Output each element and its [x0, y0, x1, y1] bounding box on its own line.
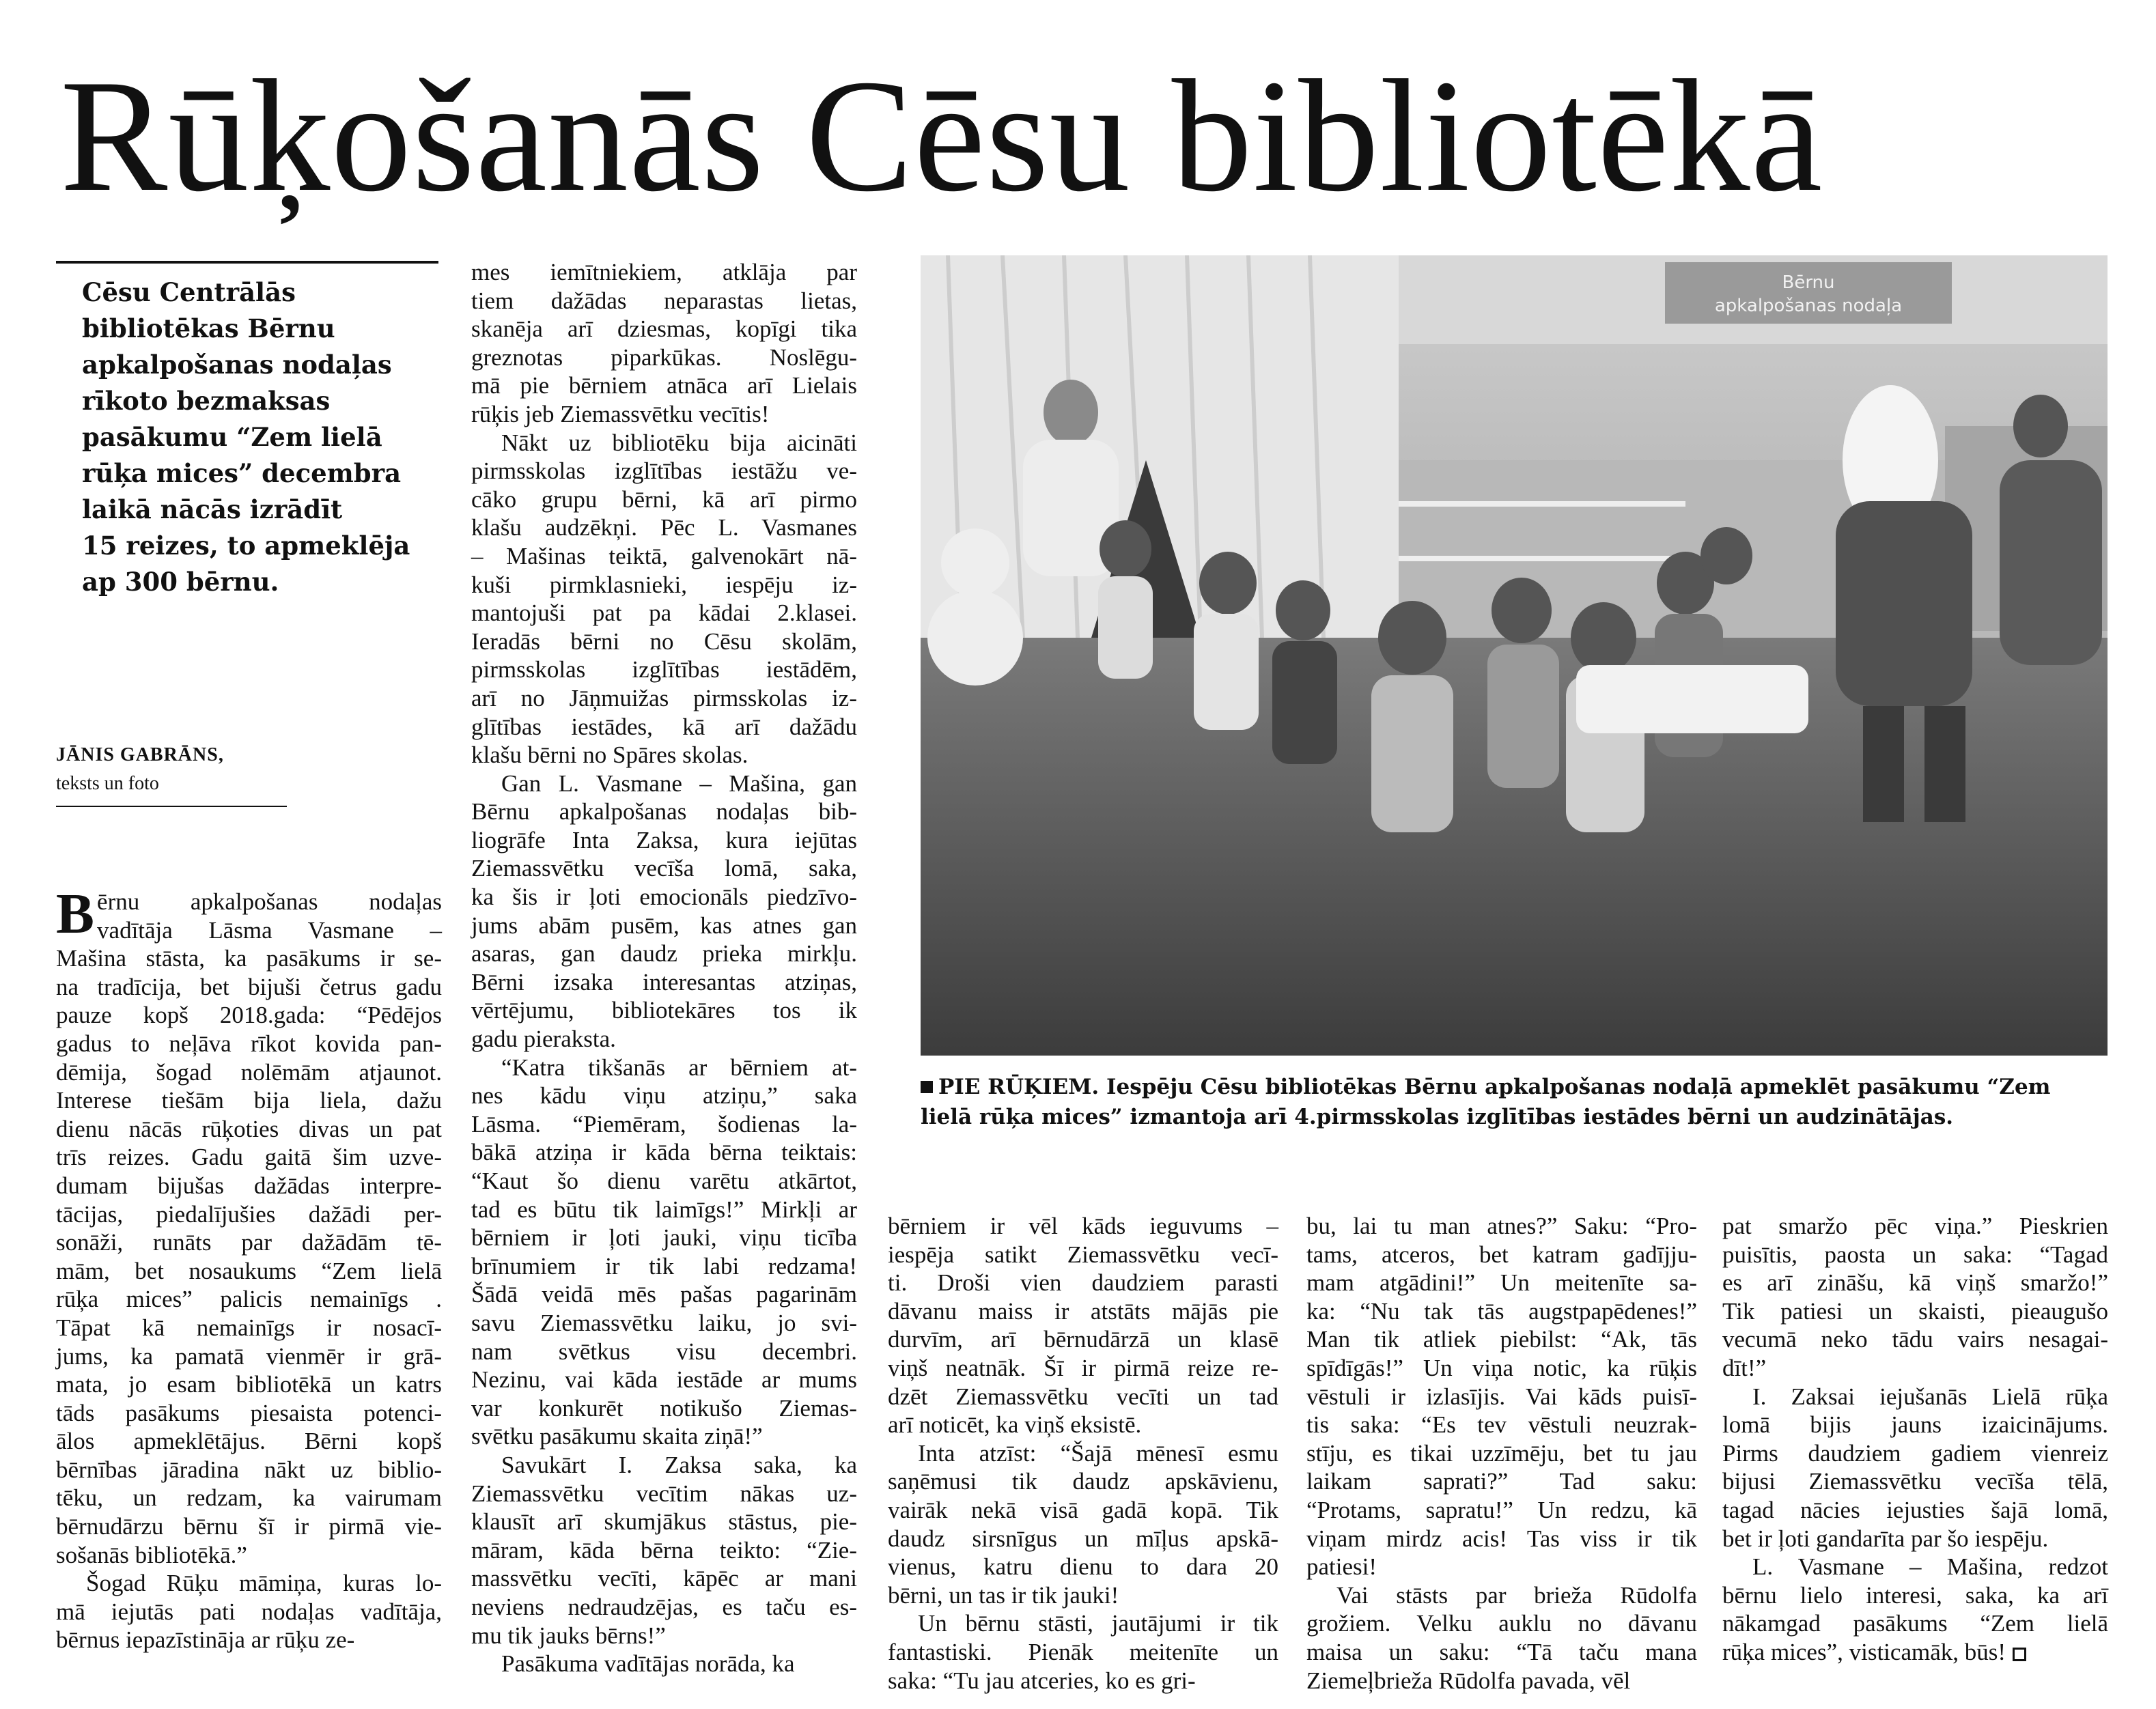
text-line: Pirms daudziem gadiem vienreiz — [1722, 1439, 2108, 1467]
text-line: bērnudārzu bērnu šī ir pirmā vie- — [56, 1513, 442, 1540]
text-line: mam atgādini!” Un meitenīte sa- — [1306, 1269, 1697, 1297]
text-line: arī no Jāņmuižas pirmsskolas iz- — [471, 684, 857, 711]
text-line: pirmsskolas izglītības iestādēm, — [471, 656, 857, 683]
text-line: neviens nedraudzējas, es taču es- — [471, 1593, 857, 1620]
text-line: L. Vasmane – Mašina, redzot — [1752, 1553, 2108, 1581]
text-line: jums abām pusēm, kas atnes gan — [471, 912, 857, 939]
paragraph — [1722, 1383, 2108, 1553]
text-line: “Protams, sapratu!” Un redzu, kā — [1306, 1496, 1697, 1523]
sign-text: Bērnu — [1782, 272, 1835, 293]
lead-line: laikā nācās izrādīt — [82, 494, 343, 524]
text-line: mata, jo esam bibliotēkā un katrs — [56, 1371, 442, 1398]
text-line: savu Ziemassvētku laiku, jo svi- — [471, 1309, 857, 1336]
text-line: bet ir ļoti gandarīta par šo iespēju. — [1722, 1525, 2049, 1552]
text-line: Ziemeļbrieža Rūdolfa pavada, vēl — [1306, 1667, 1631, 1694]
text-line: rūķa mices”, visticamāk, būs! — [1722, 1638, 2108, 1667]
paragraph — [471, 769, 857, 1054]
text-line: lomā bijis jauns izaicinājums. — [1722, 1411, 2108, 1439]
paragraph — [471, 258, 857, 429]
article-column-4 — [1306, 1212, 1697, 1695]
text-line: durvīm, arī bērnudārzā un klasē — [888, 1326, 1278, 1353]
text-line: nam svētkus visu decembri. — [471, 1338, 857, 1365]
text-line: Nezinu, vai kāda iestāde ar mums — [471, 1366, 857, 1394]
text-line: tad es būtu tik laimīgs!” Mirkļi ar — [471, 1196, 857, 1223]
text-line: greznotas piparkūkas. Noslēgu- — [471, 343, 857, 371]
text-line: mā iejutās pati nodaļas vadītāja, — [56, 1598, 442, 1625]
text-line: vadītāja Lāsma Vasmane – — [97, 916, 442, 944]
text-line: mām, bet nosaukums “Zem lielā — [56, 1257, 442, 1284]
lead-top-rule — [56, 261, 438, 264]
text-line: nākamgad pasākums “Zem lielā — [1722, 1610, 2108, 1637]
text-line: bērniem ir ļoti jauki, viņu ticība — [471, 1224, 857, 1252]
author-byline — [56, 744, 281, 795]
text-line: arī noticēt, ka viņš eksistē. — [888, 1411, 1142, 1439]
text-line: tis saka: “Es tev vēstuli neuzrak- — [1306, 1411, 1697, 1439]
text-line: grožiem. Velku auklu no dāvanu — [1306, 1610, 1697, 1637]
paragraph — [471, 1451, 857, 1650]
text-line: bērnības jāradina nākt uz biblio- — [56, 1456, 442, 1483]
text-line: puisītis, paosta un saka: “Tagad — [1722, 1241, 2108, 1268]
text-line: viņš neatnāk. Šī ir pirmā reize re- — [888, 1354, 1278, 1381]
text-line: brīnumiem ir tik labi redzama! — [471, 1252, 857, 1280]
paragraph — [471, 429, 857, 769]
text-line: bērni, un tas ir tik jauki! — [888, 1581, 1119, 1609]
lead-line: pasākumu “Zem lielā — [82, 422, 382, 452]
text-line: Pasākuma vadītājas norāda, ka — [501, 1650, 795, 1678]
text-line: ka: “Nu tak tās augstpapēdenes!” — [1306, 1297, 1697, 1325]
lead-line: ap 300 bērnu. — [82, 567, 279, 597]
text-line: bērniem ir vēl kāds ieguvums – — [888, 1213, 1278, 1239]
paragraph — [56, 1569, 442, 1654]
text-line: vienus, katru dienu to dara 20 — [888, 1553, 1278, 1581]
text-line: bākā atziņa ir kāda bērna teiktais: — [471, 1139, 857, 1166]
text-line: tēku, un redzam, ka vairumam — [56, 1484, 442, 1512]
text-line: var konkurēt notikušo Ziemas- — [471, 1394, 857, 1422]
text-line: bērnus iepazīstināja ar rūķu ze- — [56, 1626, 355, 1654]
text-line: dzēt Ziemassvētku vecīti un tad — [888, 1383, 1278, 1410]
text-line: tācijas, piedalījušies dažādi per- — [56, 1200, 442, 1228]
text-line: Savukārt I. Zaksa saka, ka — [501, 1451, 857, 1478]
paragraph — [471, 1650, 857, 1678]
text-line: ti. Droši vien daudziem parasti — [888, 1269, 1278, 1297]
caption-label: PIE RŪĶIEM. — [938, 1075, 1100, 1099]
paragraph — [888, 1609, 1278, 1695]
text-line: I. Zaksai iejušanās Lielā rūķa — [1752, 1383, 2108, 1410]
text-line: skanēja arī dziesmas, kopīgi tika — [471, 315, 857, 343]
text-line: svētku pasākumu skaita ziņā!” — [471, 1423, 763, 1450]
text-line: Šogad Rūķu māmiņa, kuras lo- — [86, 1570, 442, 1597]
text-line: vērtējumu, bibliotekāres tos ik — [471, 997, 857, 1024]
text-line: tāds pasākums piesaista potenci- — [56, 1399, 442, 1426]
text-line: Šādā veidā mēs pašas pagarinām — [471, 1281, 857, 1308]
end-of-article-mark — [2013, 1648, 2026, 1661]
article-photo — [921, 255, 2108, 1056]
text-line: bu, lai tu man atnes?” Saku: “Pro- — [1306, 1213, 1697, 1239]
text-line: fantastiski. Pienāk meitenīte un — [888, 1638, 1278, 1665]
paragraph — [471, 1054, 857, 1451]
text-line: tagad nācies iejusties šajā lomā, — [1722, 1496, 2108, 1523]
text-line: klausīt arī skumjākus stāstus, pie- — [471, 1508, 857, 1536]
text-line: “Katra tikšanās ar bērniem at- — [501, 1054, 857, 1081]
text-line: dīt!” — [1722, 1354, 1767, 1381]
text-line: ka šis ir ļoti emocionāls piedzīvo- — [471, 884, 857, 911]
text-line: asaras, gan daudz prieka mirkļu. — [471, 940, 857, 968]
text-line: ālos apmeklētājus. Bērni kopš — [56, 1428, 442, 1455]
text-line: Interese tiešām bija liela, dažu — [56, 1087, 442, 1114]
text-line: sošanās bibliotēkā.” — [56, 1541, 247, 1568]
text-line: Ziemassvētku vecītim nākas uz- — [471, 1480, 857, 1507]
text-line: gadu pieraksta. — [471, 1026, 616, 1053]
lead-line: bibliotēkas Bērnu — [82, 313, 335, 343]
paragraph — [1306, 1212, 1697, 1581]
text-line: liogrāfe Inta Zaksa, kura iejūtas — [471, 826, 857, 853]
photo-caption — [921, 1072, 2108, 1132]
text-line: Ziemassvētku vecīša lomā, saka, — [471, 855, 857, 882]
article-column-5 — [1722, 1212, 2108, 1667]
text-line: iespēja satikt Ziemassvētku vecī- — [888, 1241, 1278, 1268]
text-line: cāko grupu bērni, kā arī pirmo — [471, 485, 857, 513]
text-line: sonāži, runāts par dažādām tē- — [56, 1229, 442, 1256]
lead-line: 15 reizes, to apmeklēja — [82, 531, 410, 561]
text-line: mu tik jauks bērns!” — [471, 1622, 666, 1649]
text-line: es arī zināšu, kā viņš smaržo!” — [1722, 1269, 2108, 1297]
text-line: na tradīcija, bet bijuši četrus gadu — [56, 973, 442, 1000]
text-line: trīs reizes. Gadu gaitā šim uzve- — [56, 1144, 442, 1171]
author-role: teksts un foto — [56, 773, 159, 794]
paragraph — [888, 1212, 1278, 1439]
text-line: saņēmusi tik daudz apskāvienu, — [888, 1468, 1278, 1495]
caption-bullet — [921, 1081, 933, 1093]
text-line: saka: “Tu jau atceries, ko es gri- — [888, 1667, 1196, 1694]
text-line: Vai stāsts par brieža Rūdolfa — [1336, 1581, 1697, 1609]
text-line: maisa un saku: “Tā taču mana — [1306, 1638, 1697, 1665]
text-line: mes iemītniekiem, atklāja par — [471, 259, 857, 285]
text-line: bijusi Ziemassvētku vecīša tēlā, — [1722, 1468, 2108, 1495]
text-line: kuši pirmklasnieki, iespēju iz- — [471, 571, 857, 598]
text-line: viņam mirdz acis! Tas viss ir tik — [1306, 1525, 1697, 1552]
author-rule — [56, 806, 287, 807]
text-line: pat smaržo pēc viņa.” Pieskrien — [1722, 1213, 2108, 1239]
paragraph — [888, 1439, 1278, 1610]
article-column-2 — [471, 258, 857, 1678]
paragraph — [1722, 1212, 2108, 1383]
text-line: massvētku vecīti, kāpēc ar mani — [471, 1565, 857, 1592]
text-line: stīju, es tikai uzzīmēju, bet tu jau — [1306, 1439, 1697, 1467]
sign-text: apkalpošanas nodaļa — [1714, 296, 1903, 316]
text-line: Ieradās bērni no Cēsu skolām, — [471, 627, 857, 655]
text-line: rūķis jeb Ziemassvētku vecītis! — [471, 400, 770, 427]
article-column-3 — [888, 1212, 1278, 1695]
text-line: Man tik atliek piebilst: “Ak, tās — [1306, 1326, 1697, 1353]
paragraph — [56, 916, 442, 1570]
text-line: bērnu lielo interesi, saka, ka arī — [1722, 1581, 2108, 1609]
text-line: rūķa mices” palicis nemainīgs . — [56, 1286, 442, 1313]
photo-illustration — [921, 255, 2108, 1056]
text-line: patiesi! — [1306, 1553, 1377, 1581]
text-line: dēmija, šogad nolēmām atjaunot. — [56, 1058, 442, 1086]
text-line: Bērni izsaka interesantas atziņas, — [471, 968, 857, 995]
text-line: vecumā neko tādu vairs nesagai- — [1722, 1326, 2108, 1353]
text-line: jums, ka pamatā vienmēr ir grā- — [56, 1342, 442, 1370]
text-line: – Mašinas teiktā, galvenokārt nā- — [471, 542, 857, 569]
text-line: ērnu apkalpošanas nodaļas — [97, 888, 442, 915]
text-line: daudz sirsnīgus un mīļus apskā- — [888, 1525, 1278, 1552]
lead-line: rīkoto bezmaksas — [82, 386, 331, 416]
text-line: glītības iestādes, kā arī dažādu — [471, 713, 857, 740]
text-line: tams, atceros, bet katram gadījju- — [1306, 1241, 1697, 1268]
text-line: laikam saprati?” Tad saku: — [1306, 1468, 1697, 1495]
lead-line: apkalpošanas nodaļas — [82, 350, 392, 380]
text-line: pirmsskolas izglītības iestāžu ve- — [471, 457, 857, 485]
text-line: māram, kāda bērna teikto: “Zie- — [471, 1536, 857, 1564]
text-line: gadus to neļāva rīkot kovida pan- — [56, 1030, 442, 1057]
paragraph — [1306, 1581, 1697, 1695]
author-name: JĀNIS GABRĀNS, — [56, 744, 224, 765]
text-line: nes kādu viņu atziņu,” saka — [471, 1082, 857, 1110]
lead-line: Cēsu Centrālās — [82, 277, 296, 307]
text-line: Lāsma. “Piemēram, šodienas la- — [471, 1110, 857, 1138]
text-line: dumam bijušas dažādas interpre- — [56, 1172, 442, 1199]
text-line: vairāk nekā visā gadā kopā. Tik — [888, 1496, 1278, 1523]
text-line: klašu bērni no Spāres skolas. — [471, 741, 748, 769]
text-line: Inta atzīst: “Šajā mēnesī esmu — [918, 1439, 1278, 1467]
text-line: klašu audzēkņi. Pēc L. Vasmanes — [471, 514, 857, 541]
article-column-1 — [56, 882, 442, 1654]
text-line: dāvanu maiss ir atstāts mājās pie — [888, 1297, 1278, 1325]
text-line: tiem dažādas neparastas lietas, — [471, 287, 857, 314]
drop-cap: B — [56, 882, 95, 946]
text-line: Gan L. Vasmane – Mašina, gan — [501, 769, 857, 797]
paragraph — [1722, 1553, 2108, 1666]
text-line: Bērnu apkalpošanas nodaļas bib- — [471, 798, 857, 825]
text-line: dienu nācās rūķoties divas un pat — [56, 1115, 442, 1142]
caption-text: Iespēju Cēsu bibliotēkas Bērnu apkalpošanas nodaļā apmeklēt pasākumu “Zem lielā rūķa mices” izmantoja arī 4.pirmsskolas izglītības iestādes bērni un audzinātājas. — [921, 1075, 2051, 1129]
text-line: mā pie bērniem atnāca arī Lielais — [471, 372, 857, 399]
text-line: Mašina stāsta, ka pasākums ir se- — [56, 945, 442, 972]
lead-paragraph — [82, 274, 437, 600]
text-line: spīdīgās!” Un viņa notic, ka rūķis — [1306, 1354, 1697, 1381]
text-line: mantojuši pat pa kādai 2.klasei. — [471, 599, 857, 627]
text-line: Tāpat kā nemainīgs ir nosacī- — [56, 1314, 442, 1341]
text-line: pauze kopš 2018.gada: “Pēdējos — [56, 1002, 442, 1029]
text-line: vēstuli ir izlasījis. Vai kāds puisī- — [1306, 1383, 1697, 1410]
text-line: Nākt uz bibliotēku bija aicināti — [501, 429, 857, 456]
text-line: “Kaut šo dienu varētu atkārtot, — [471, 1168, 857, 1194]
lead-line: rūķa mices” decembra — [82, 458, 402, 488]
text-line: Tik patiesi un skaisti, pieaugušo — [1722, 1297, 2108, 1325]
headline: Rūķošanās Cēsu bibliotēkā — [60, 47, 1823, 225]
text-line: Un bērnu stāsti, jautājumi ir tik — [918, 1610, 1278, 1637]
